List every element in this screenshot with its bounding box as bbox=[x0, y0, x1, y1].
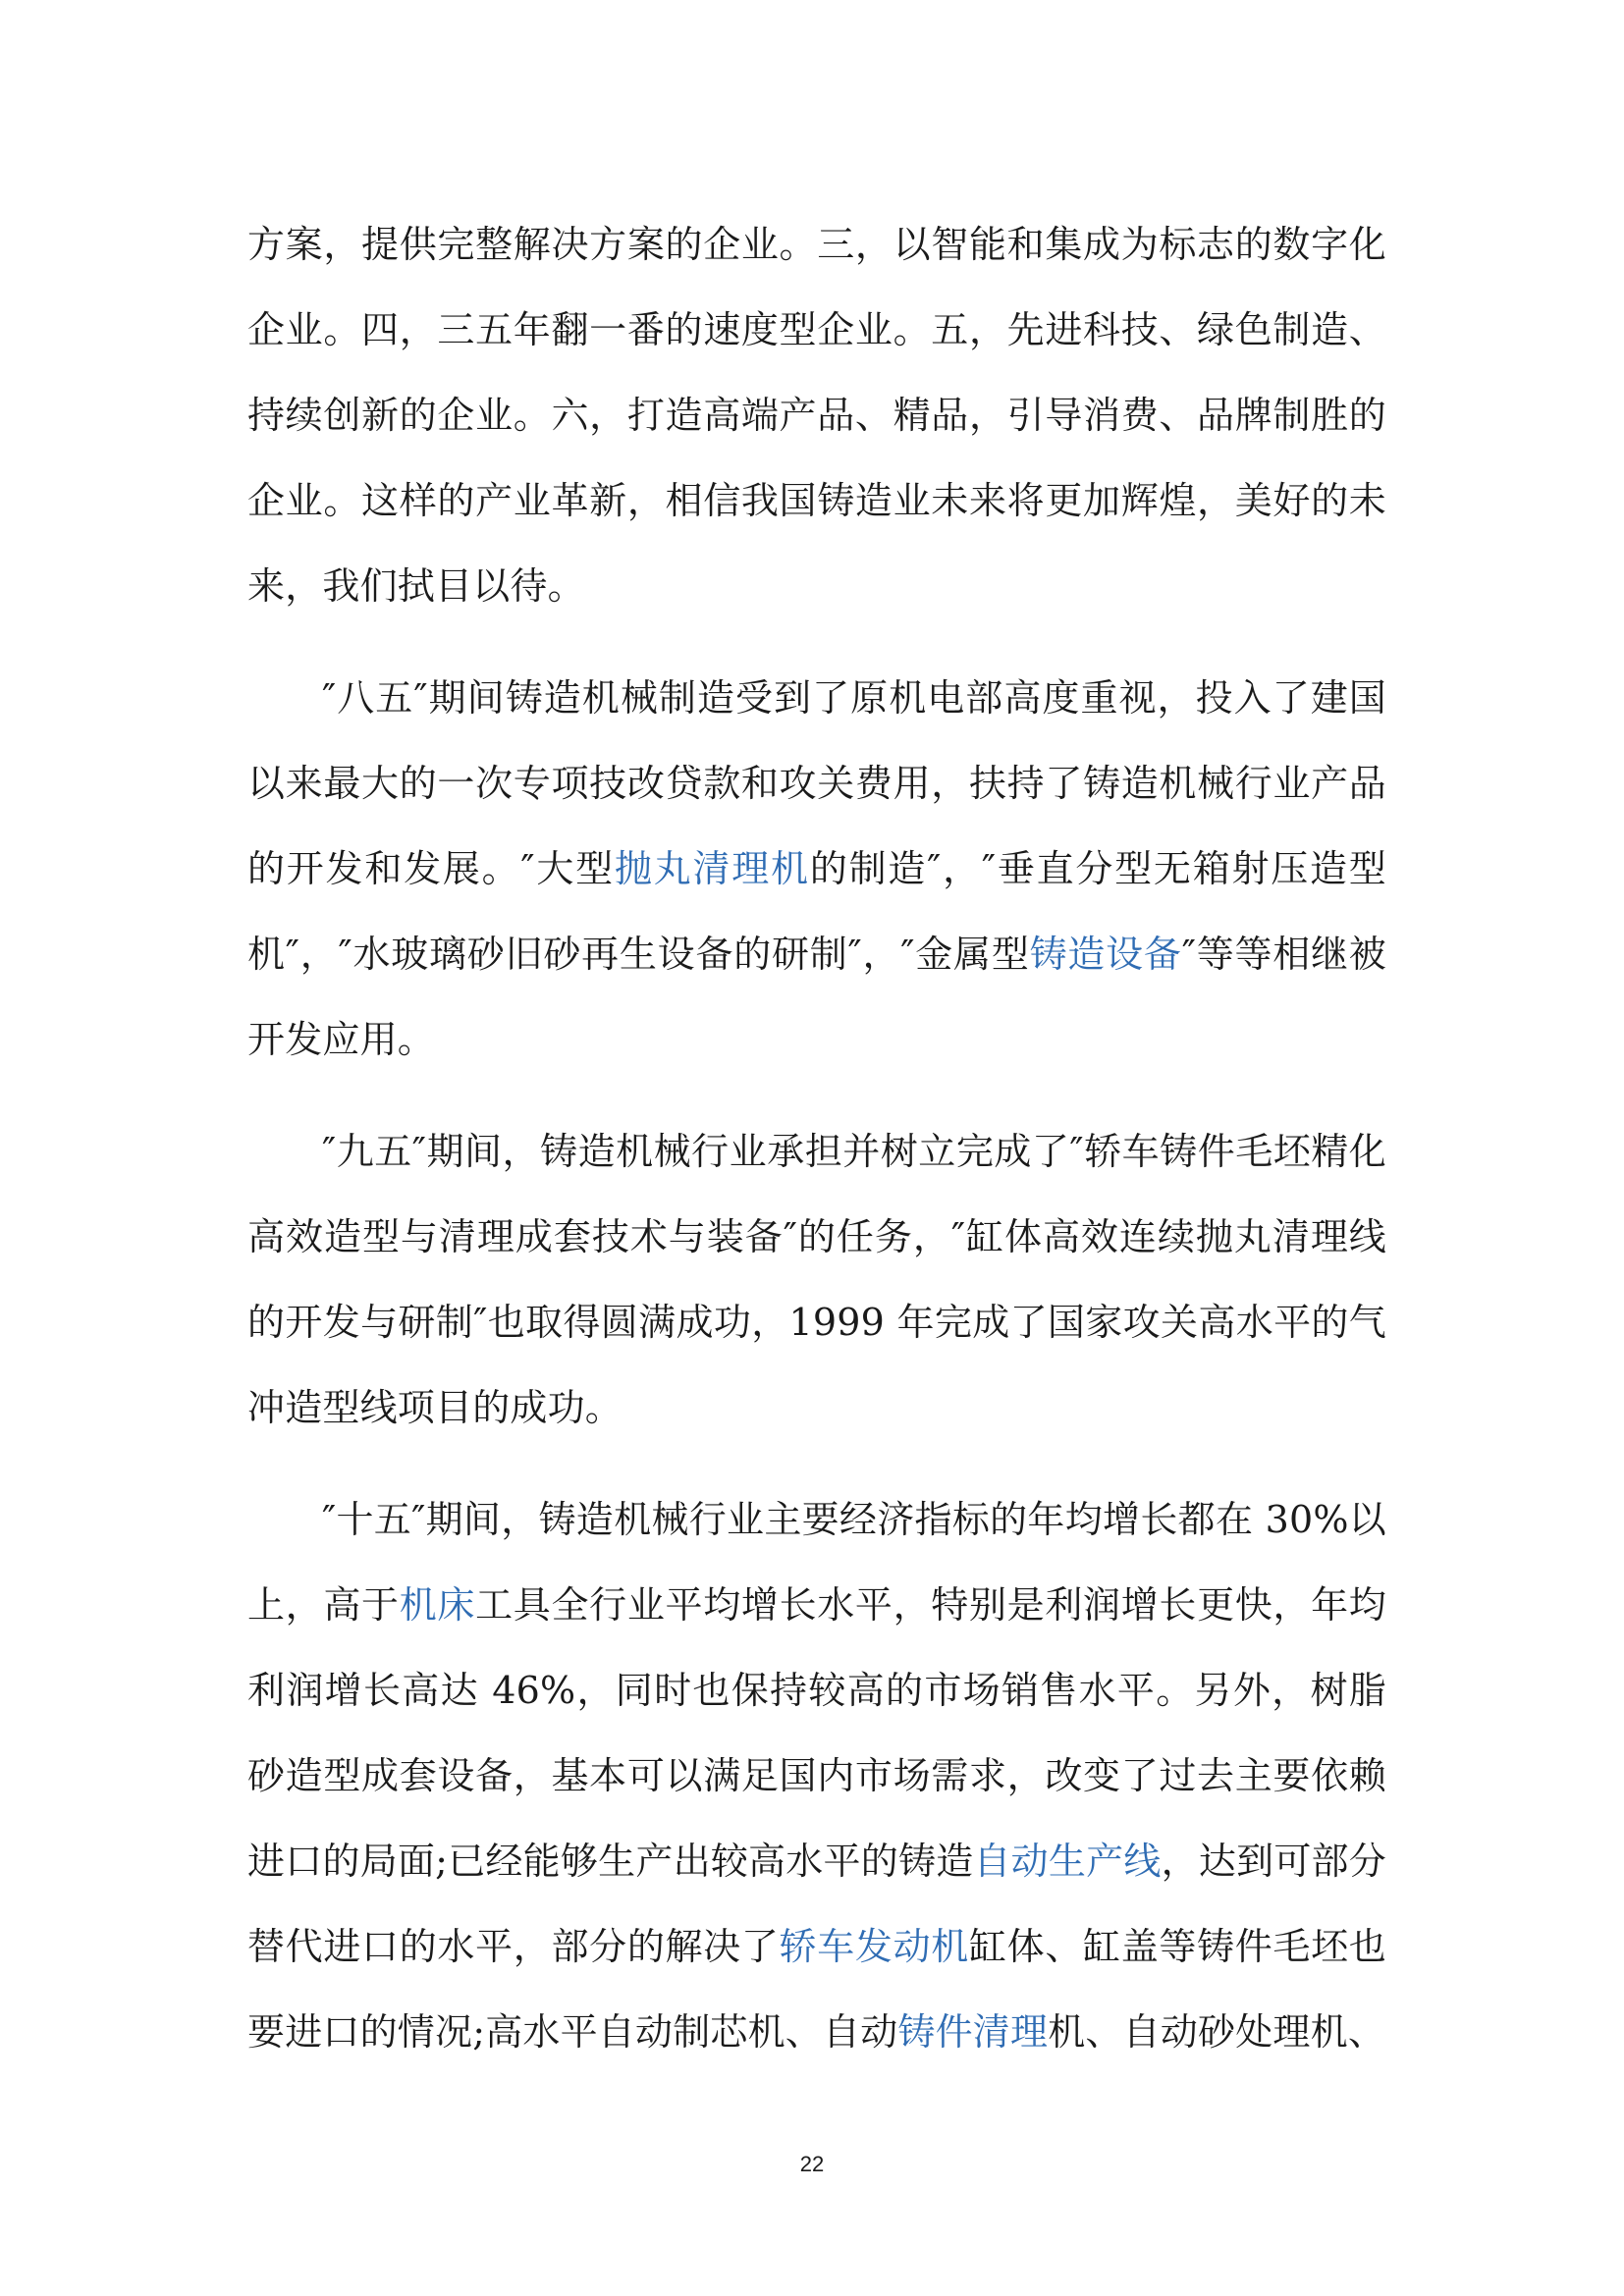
paragraph-1 bbox=[247, 202, 1386, 629]
paragraph-2-text-2: 的制造″，″垂直分型无箱射压造型机″，″水玻璃砂旧砂再生设备的研制″，″金属型 bbox=[247, 847, 1386, 976]
paragraph-4-text-3: ，达到可部分替代进口的水平，部分的解决了 bbox=[247, 1840, 1386, 1968]
paragraph-2-text-1: ″八五″期间铸造机械制造受到了原机电部高度重视，投入了建国以来最大的一次专项技改贷款和攻关费用，扶持了铸造机械行业产品的开发和发展。″大型 bbox=[247, 676, 1386, 890]
link-casting-cleaning[interactable]: 铸件清理 bbox=[897, 2010, 1049, 2054]
page-number: 22 bbox=[799, 2152, 825, 2176]
link-car-engine[interactable]: 轿车发动机 bbox=[779, 1925, 969, 1968]
paragraph-4-text-5: 机、自动砂处理机、 bbox=[1048, 2010, 1386, 2054]
paragraph-1-text: 方案，提供完整解决方案的企业。三，以智能和集成为标志的数字化企业。四，三五年翻一番的速度型企业。五，先进科技、绿色制造、持续创新的企业。六，打造高端产品、精品，引导消费、品牌制胜的企业。这样的产业革新，相信我国铸造业未来将更加辉煌，美好的未来，我们拭目以待。 bbox=[247, 223, 1386, 608]
link-automatic-production-line[interactable]: 自动生产线 bbox=[973, 1840, 1162, 1883]
link-machine-tool[interactable]: 机床 bbox=[399, 1583, 476, 1627]
paragraph-4-text-1: ″十五″期间，铸造机械行业主要经济指标的年均增长都在 30%以上，高于 bbox=[247, 1498, 1386, 1627]
link-casting-equipment[interactable]: 铸造设备 bbox=[1029, 933, 1182, 976]
link-shot-blasting-machine[interactable]: 抛丸清理机 bbox=[614, 847, 810, 890]
paragraph-3-text: ″九五″期间，铸造机械行业承担并树立完成了″轿车铸件毛坯精化高效造型与清理成套技术与装备″的任务，″缸体高效连续抛丸清理线的开发与研制″也取得圆满成功，1999 年完成了国家攻关高水平的气冲造型线项目的成功。 bbox=[247, 1130, 1386, 1429]
document-body bbox=[247, 202, 1386, 2075]
paragraph-4-text-2: 工具全行业平均增长水平，特别是利润增长更快，年均利润增长高达 46%，同时也保持较高的市场销售水平。另外，树脂砂造型成套设备，基本可以满足国内市场需求，改变了过去主要依赖进口的局面;已经能够生产出较高水平的铸造 bbox=[247, 1583, 1386, 1883]
paragraph-4-text-4: 缸体、缸盖等铸件毛坯也要进口的情况;高水平自动制芯机、自动 bbox=[247, 1925, 1386, 2054]
paragraph-2 bbox=[247, 656, 1386, 1083]
paragraph-3 bbox=[247, 1109, 1386, 1451]
paragraph-2-text-3: ″等等相继被开发应用。 bbox=[247, 933, 1386, 1061]
paragraph-4 bbox=[247, 1477, 1386, 2075]
